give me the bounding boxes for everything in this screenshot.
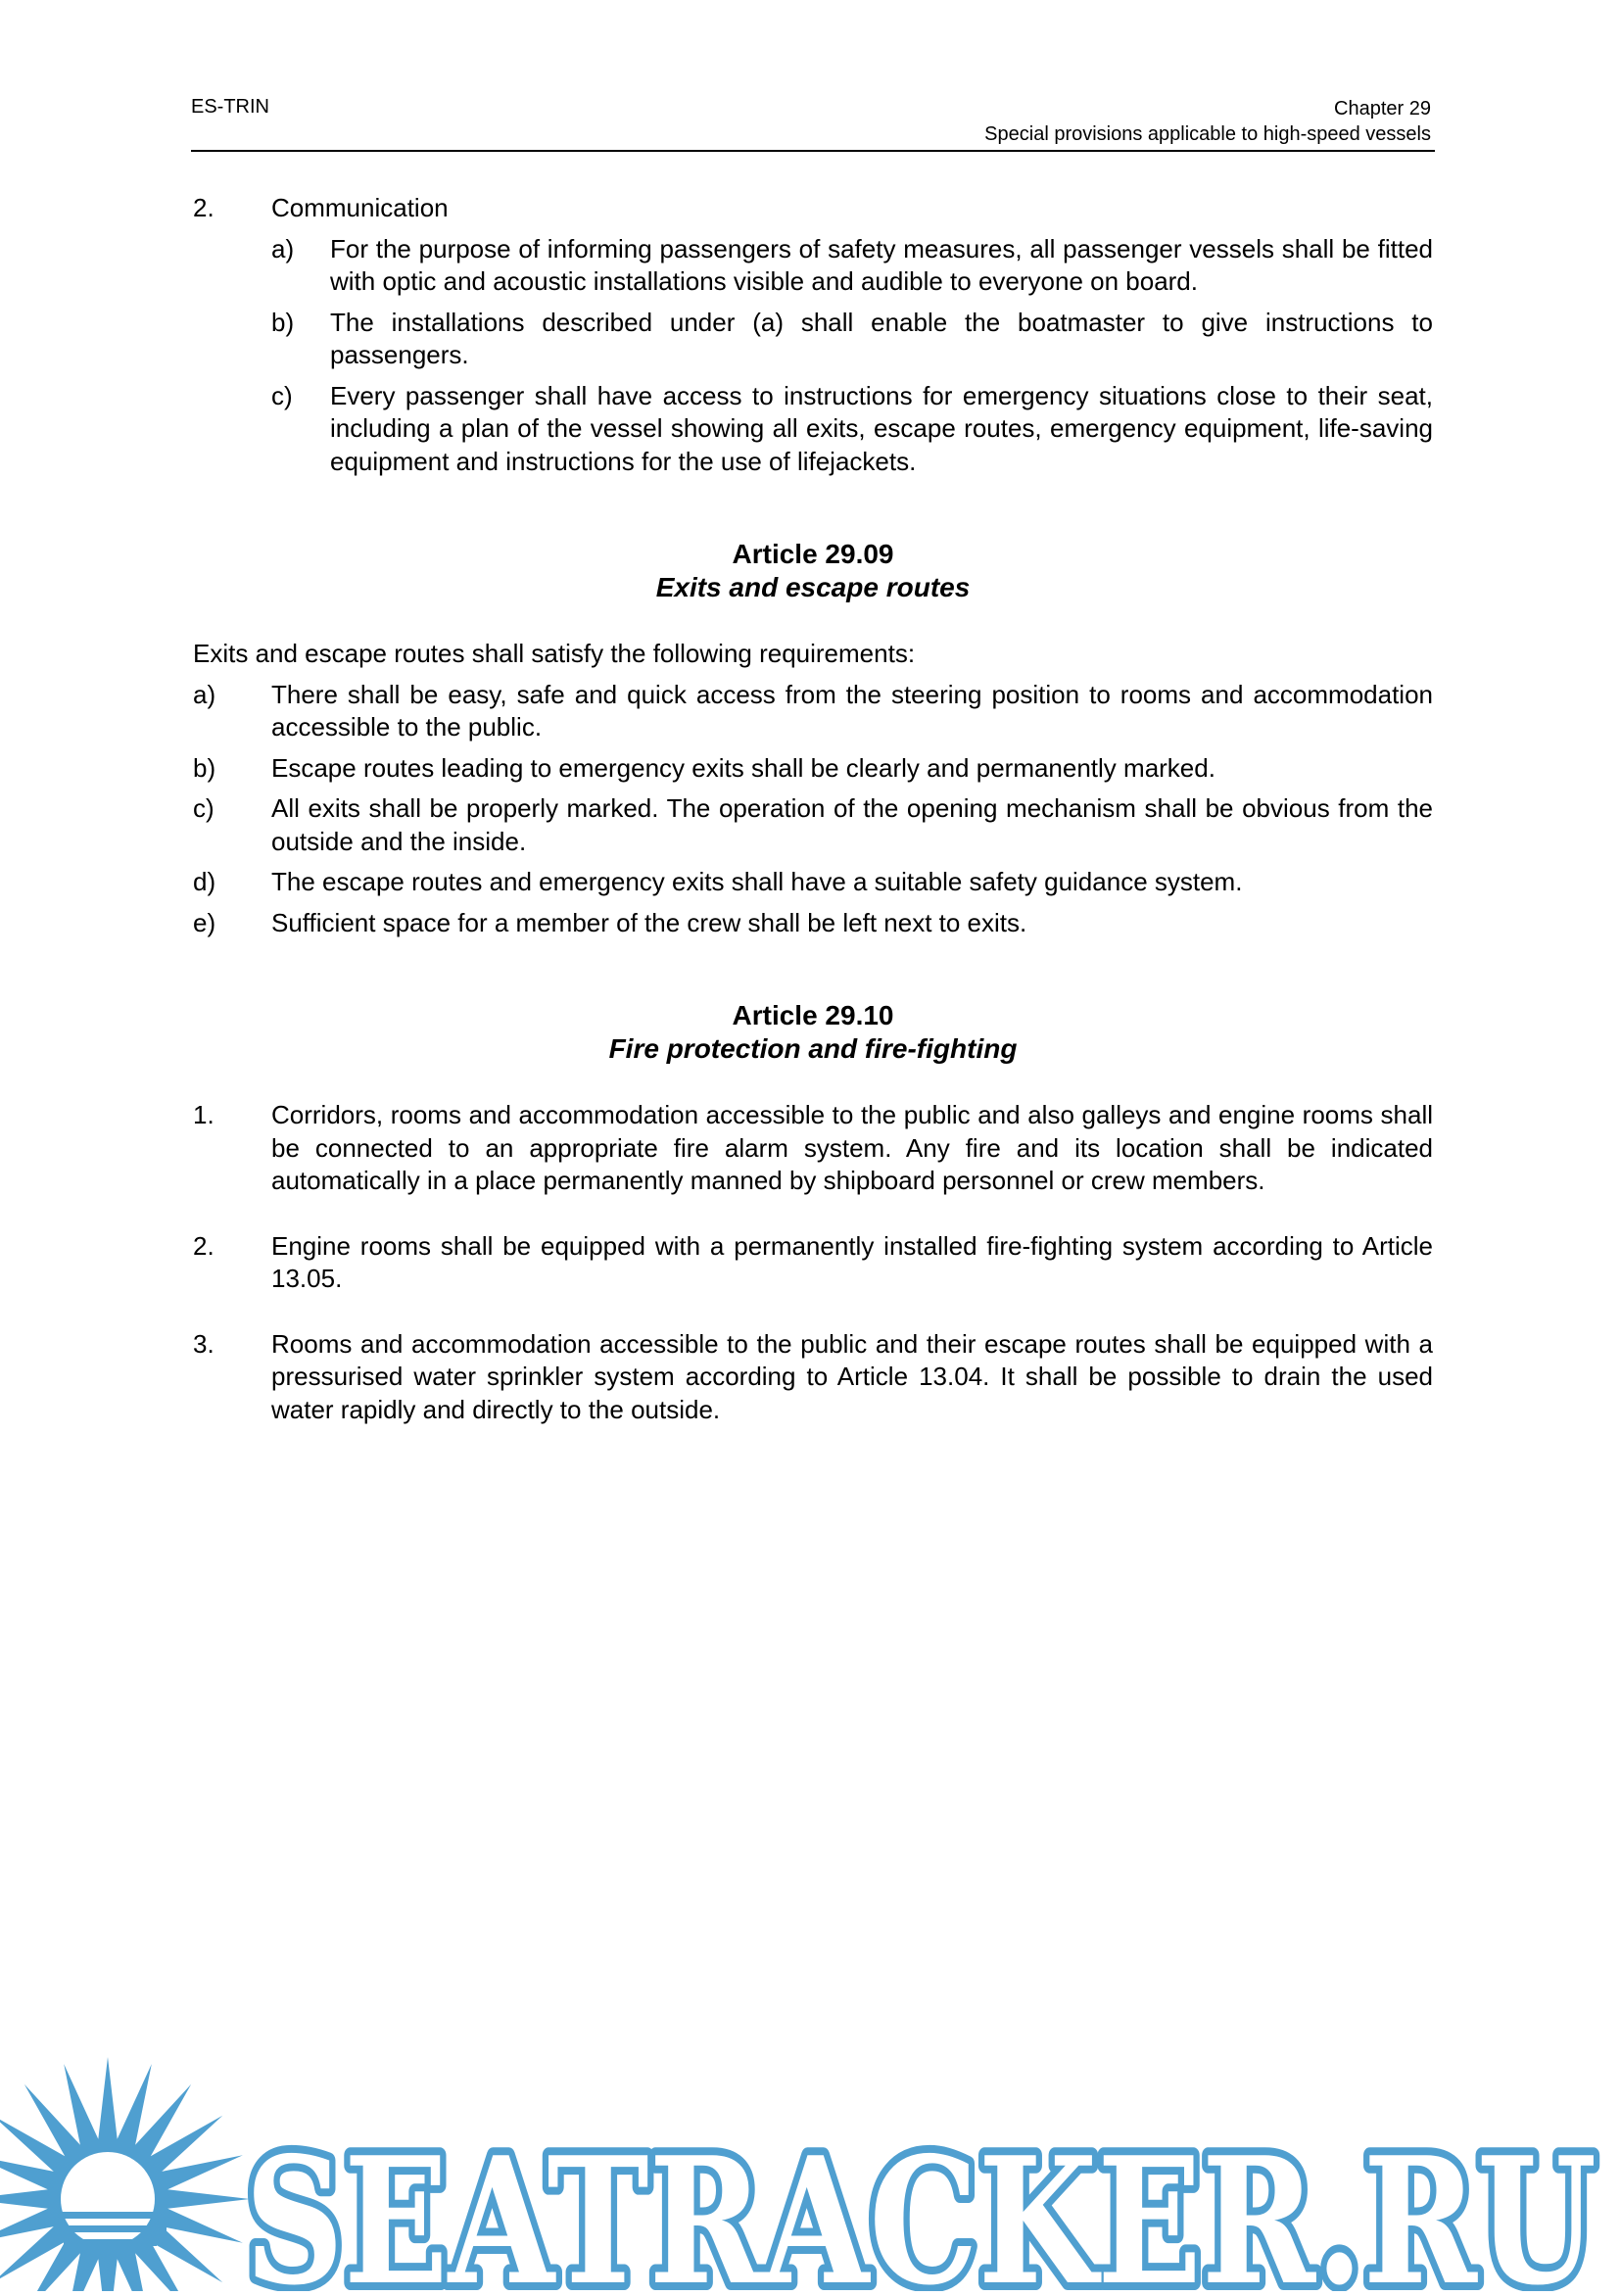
item-text: Engine rooms shall be equipped with a permanently installed fire-fighting system according to Article 13.05. bbox=[271, 1230, 1433, 1293]
page-header bbox=[191, 96, 1435, 152]
article-title: Exits and escape routes bbox=[655, 572, 971, 602]
item-label: e) bbox=[193, 907, 216, 937]
item-label: a) bbox=[271, 233, 295, 263]
header-doc-id: ES-TRIN bbox=[191, 96, 269, 118]
article-29-10-heading bbox=[193, 999, 1433, 1066]
list-item bbox=[193, 792, 1433, 858]
list-item bbox=[193, 1230, 1433, 1296]
item-label: c) bbox=[193, 793, 214, 823]
list-item bbox=[193, 907, 1433, 940]
list-item bbox=[193, 380, 1433, 479]
item-text: There shall be easy, safe and quick access from the steering position to rooms and accommodation accessible to the public. bbox=[271, 679, 1433, 741]
list-item bbox=[193, 307, 1433, 372]
article-title: Fire protection and fire-fighting bbox=[608, 1033, 1018, 1064]
section-communication bbox=[193, 192, 1433, 225]
item-text: Corridors, rooms and accommodation accessible to the public and also galleys and engine rooms shall be connected to an appropriate fire alarm system. Any fire and its location shall be indicated automatically in a place permanently manned by shipboard personnel or crew members. bbox=[271, 1100, 1433, 1195]
item-text: The escape routes and emergency exits shall have a suitable safety guidance system. bbox=[271, 867, 1243, 896]
item-text: The installations described under (a) shall enable the boatmaster to give instructions to passengers. bbox=[330, 307, 1433, 369]
document-body bbox=[193, 192, 1433, 1426]
item-label: 1. bbox=[193, 1100, 214, 1129]
item-label: c) bbox=[271, 380, 293, 410]
article-number: Article 29.10 bbox=[732, 1000, 894, 1030]
list-item bbox=[193, 1099, 1433, 1198]
watermark bbox=[0, 2047, 1620, 2291]
header-chapter-title: Special provisions applicable to high-speed vessels bbox=[984, 123, 1431, 145]
item-text: Escape routes leading to emergency exits shall be clearly and permanently marked. bbox=[271, 752, 1215, 783]
article-29-09-heading bbox=[193, 538, 1433, 604]
item-text: Every passenger shall have access to instructions for emergency situations close to their seat, including a plan of the vessel showing all exits, escape routes, emergency equipment, life-saving equipment and instructions for the use of lifejackets. bbox=[330, 380, 1433, 476]
list-item bbox=[193, 1328, 1433, 1427]
header-chapter-number: Chapter 29 bbox=[1334, 98, 1431, 120]
watermark-text: SEATRACKER.RU bbox=[245, 2119, 1596, 2291]
sun-logo-icon bbox=[0, 2057, 250, 2291]
item-label: 3. bbox=[193, 1328, 214, 1359]
item-text: All exits shall be properly marked. The operation of the opening mechanism shall be obvious from the outside and the inside. bbox=[271, 793, 1433, 856]
item-label: b) bbox=[193, 752, 216, 783]
watermark-graphic bbox=[0, 2047, 1620, 2291]
item-text: For the purpose of informing passengers of safety measures, all passenger vessels shall be fitted with optic and acoustic installations visible and audible to everyone on board. bbox=[330, 233, 1433, 296]
article-number: Article 29.09 bbox=[732, 539, 894, 569]
article-intro: Exits and escape routes shall satisfy the following requirements: bbox=[193, 639, 916, 668]
item-label: a) bbox=[193, 679, 216, 709]
list-item bbox=[193, 752, 1433, 786]
item-label: d) bbox=[193, 867, 216, 896]
item-label: 2. bbox=[193, 1230, 214, 1261]
list-item bbox=[193, 679, 1433, 744]
list-item bbox=[193, 866, 1433, 899]
list-item bbox=[193, 233, 1433, 299]
item-text: Sufficient space for a member of the crew shall be left next to exits. bbox=[271, 907, 1027, 937]
item-text: Rooms and accommodation accessible to the public and their escape routes shall be equipped with a pressurised water sprinkler system according to Article 13.04. It shall be possible to drain the used water rapidly and directly to the outside. bbox=[271, 1328, 1433, 1424]
section-title: Communication bbox=[271, 193, 449, 222]
header-chapter bbox=[984, 96, 1431, 147]
section-number: 2. bbox=[193, 193, 214, 222]
item-label: b) bbox=[271, 307, 295, 337]
